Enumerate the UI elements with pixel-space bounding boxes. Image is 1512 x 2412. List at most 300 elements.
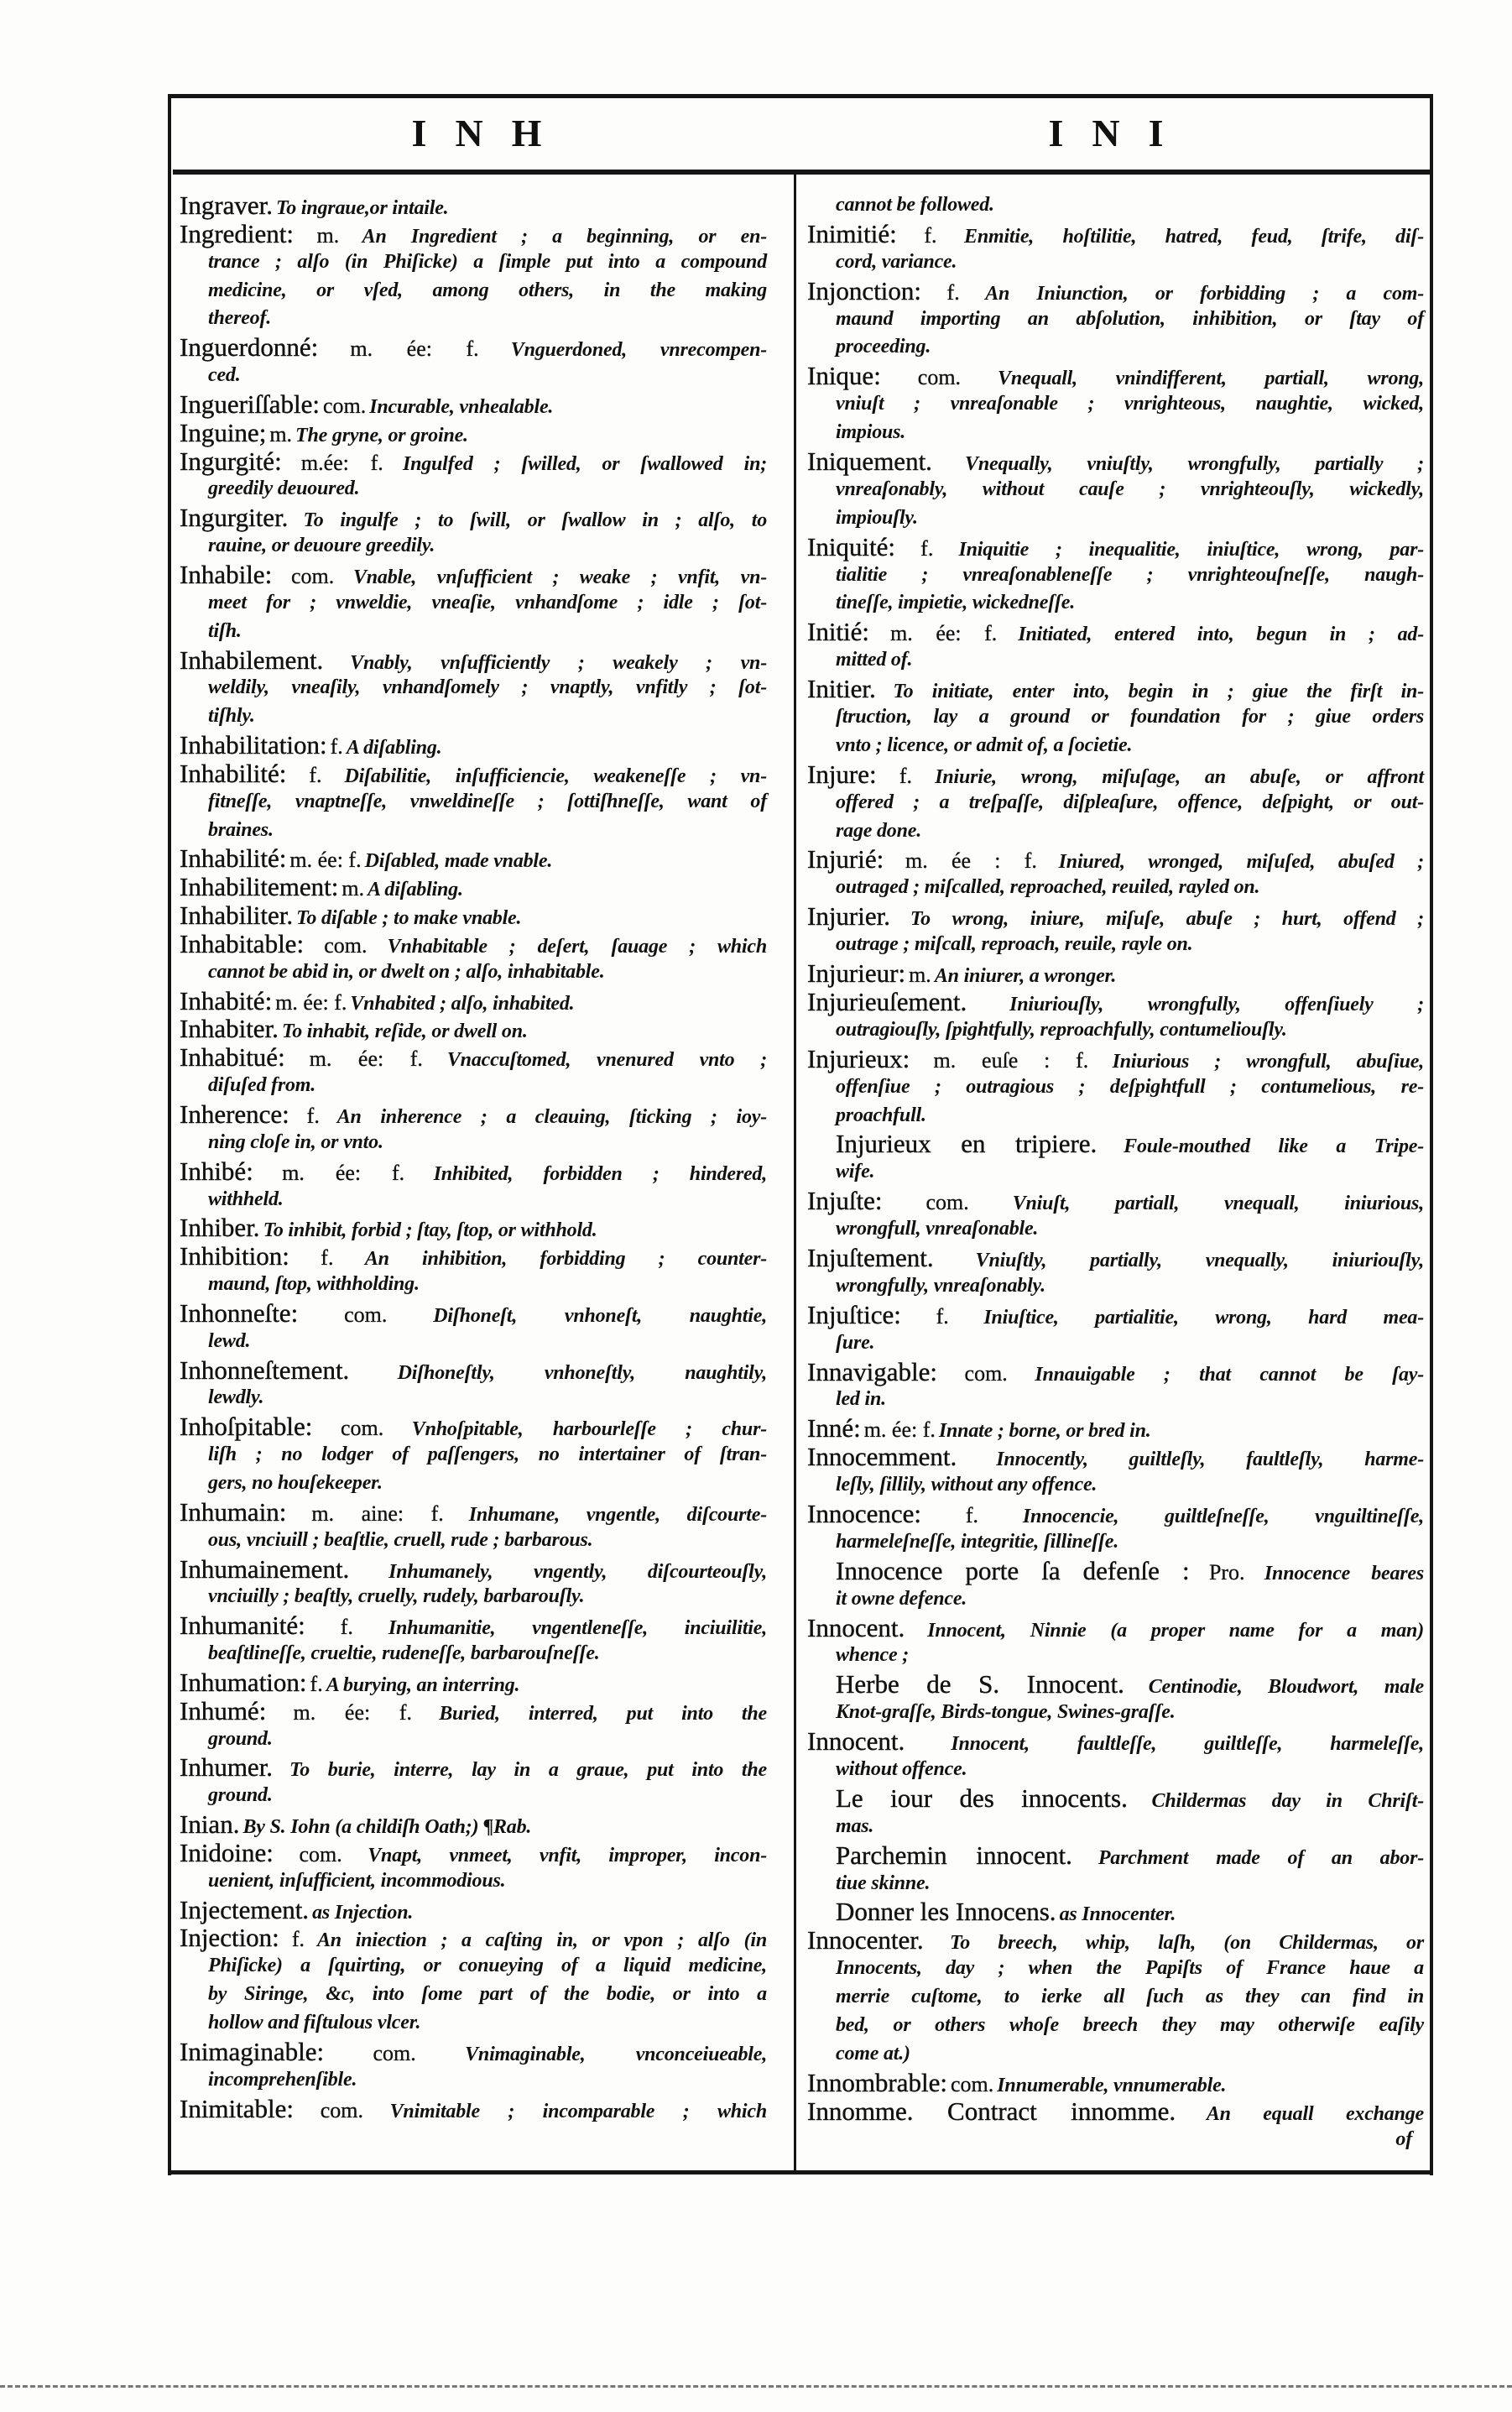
headword: Innocenter.: [807, 1925, 924, 1955]
definition-text: tineſſe, impietie, wickedneſſe.: [836, 592, 1076, 614]
dictionary-entry: [180, 1157, 767, 1214]
dictionary-entry: [180, 1214, 767, 1242]
headword: Inhibé:: [180, 1156, 253, 1186]
headword: Inhibition:: [180, 1241, 289, 1271]
dictionary-entry: [180, 1668, 767, 1697]
headword: Injurieux:: [807, 1043, 910, 1073]
definition-text: Vnable, vnſufficient ; weake ; vnfit, vn-: [352, 566, 768, 588]
entry-line: [807, 1870, 1424, 1898]
definition-text: An inherence ; a cleauing, ſticking ; ioy-: [336, 1106, 768, 1128]
definition-text: hollow and fiſtulous vlcer.: [208, 2012, 421, 2033]
entry-line: [180, 1129, 767, 1157]
entry-line: [807, 561, 1424, 590]
definition-text: Vnimaginable, vnconceiueable,: [465, 2043, 767, 2065]
definition-text: An Ingredient ; a beginning, or en-: [362, 225, 768, 248]
grammar-label: com.: [324, 932, 368, 958]
definition-text: Inhumane, vngentle, diſcourte-: [468, 1503, 767, 1526]
definition-text: Iniurious ; wrongfull, abuſiue,: [1112, 1050, 1424, 1073]
definition-text: Innocently, guiltleſly, faultleſly, harme-: [996, 1449, 1425, 1471]
definition-text: greedily deuoured.: [208, 478, 360, 500]
definition-text: outraged ; miſcalled, reproached, reuiled, rayled on.: [836, 876, 1260, 899]
entry-line: [180, 987, 767, 1015]
entry-line: [807, 1841, 1424, 1870]
definition-text: Vnably, vnſufficiently ; weakely ; vn-: [350, 651, 767, 674]
entry-line: [807, 305, 1424, 334]
dictionary-entry: [180, 1611, 767, 1668]
grammar-label: f.: [965, 1502, 979, 1527]
entry-line: [180, 731, 767, 760]
entry-line: [180, 1157, 767, 1186]
definition-text: without offence.: [836, 1757, 967, 1780]
dictionary-entry: [807, 1358, 1424, 1415]
entry-line: [807, 504, 1424, 533]
entry-line: [807, 447, 1424, 476]
dictionary-entry: [807, 2069, 1424, 2097]
definition-text: vniuſt ; vnreaſonable ; vnrighteous, naughtie, wicked,: [836, 393, 1424, 415]
entry-line: [807, 1158, 1424, 1187]
entry-line: [180, 191, 767, 220]
definition-text: An iniurer, a wronger.: [934, 965, 1117, 988]
grammar-label: m.: [909, 963, 931, 988]
dictionary-entry: [180, 1299, 767, 1356]
entry-line: [180, 2009, 767, 2038]
definition-text: To ingulfe ; to ſwill, or ſwallow in ; alſo, to: [303, 509, 767, 532]
definition-text: ced.: [208, 364, 241, 387]
entry-line: [180, 220, 767, 248]
entry-line: [807, 1585, 1424, 1614]
dictionary-entry: [180, 1753, 767, 1810]
definition-text: To wrong, iniure, miſuſe, abuſe ; hurt, offend ;: [910, 908, 1424, 931]
grammar-label: com.: [344, 1302, 388, 1327]
entry-line: [180, 1356, 767, 1385]
dictionary-entry: [180, 844, 767, 873]
headword: Injurier.: [807, 901, 890, 932]
dictionary-entry: [180, 419, 767, 447]
grammar-label: m.: [316, 222, 340, 248]
entry-line: [807, 2040, 1424, 2069]
dictionary-entry: [180, 1896, 767, 1924]
grammar-label: com.: [925, 1190, 969, 1215]
headword: Injurieuſement.: [807, 986, 967, 1016]
entry-line: [807, 248, 1424, 277]
headword: Innombrable:: [807, 2067, 948, 2097]
headword: Innomme. Contract innomme.: [807, 2096, 1176, 2126]
headword: Iniquement.: [807, 446, 932, 477]
definition-text: vnreaſonably, without cauſe ; vnrighteouſly, wickedly,: [836, 478, 1424, 500]
headword: Inhonneſtement.: [180, 1355, 350, 1385]
headword: Injuſte:: [807, 1186, 883, 1216]
definition-text: fitneſſe, vnaptneſſe, vnweldineſſe ; ſottiſhneſſe, want of: [208, 790, 767, 812]
entry-line: [180, 504, 767, 532]
grammar-label: f.: [936, 1303, 949, 1329]
definition-text: outrage ; miſcall, reproach, reuile, rayle on.: [836, 933, 1193, 956]
definition-text: Iniuriouſly, wrongfully, offenſiuely ;: [1009, 993, 1425, 1015]
dictionary-entry: [807, 959, 1424, 988]
definition-text: Diſabilitie, inſufficiencie, weakeneſſe ; vn-: [344, 765, 767, 787]
definition-text: Diſhoneſt, vnhoneſt, naughtie,: [433, 1304, 767, 1327]
definition-text: mas.: [836, 1814, 874, 1837]
entry-line: [807, 817, 1424, 846]
definition-text: Enmitie, hoſtilitie, hatred, feud, ſtrife, diſ-: [964, 225, 1424, 248]
definition-text: Innocents, day ; when the Papiſts of France haue a: [836, 1957, 1424, 1980]
definition-text: Vnhabited ; alſo, inhabited.: [350, 992, 575, 1015]
dictionary-entry: [807, 1301, 1424, 1358]
running-head-left: INH: [411, 112, 571, 154]
dictionary-entry: [807, 362, 1424, 447]
dictionary-entry: [180, 1555, 767, 1612]
definition-text: To inhabit, reſide, or dwell on.: [281, 1021, 528, 1043]
headword: Innocence:: [807, 1498, 921, 1528]
dictionary-entry: [807, 1443, 1424, 1500]
headword: Inhumer.: [180, 1752, 274, 1783]
headword: Inimitié:: [807, 218, 897, 248]
headword: Initier.: [807, 674, 876, 704]
dictionary-entry: [180, 220, 767, 333]
right-column: [807, 191, 1424, 2154]
definition-text: Vniuſtly, partially, vnequally, iniuriouſly,: [975, 1249, 1424, 1271]
entry-line: [180, 1271, 767, 1299]
entry-line: [807, 533, 1424, 561]
definition-text: An iniection ; a caſting in, or vpon ; alſo (in: [317, 1929, 768, 1952]
entry-line: [180, 419, 767, 447]
definition-text: Vnapt, vnmeet, vnfit, improper, incon-: [368, 1844, 768, 1866]
entry-line: [180, 1470, 767, 1498]
grammar-label: m. ée: f.: [863, 1417, 936, 1443]
headword: Ingurgiter.: [180, 503, 289, 533]
grammar-label: com.: [964, 1360, 1008, 1386]
headword: Inhabile:: [180, 559, 273, 589]
grammar-label: f.: [310, 1671, 323, 1696]
entry-line: [807, 1670, 1424, 1699]
entry-line: [180, 873, 767, 901]
definition-text: Diſabled, made vnable.: [364, 850, 553, 873]
entry-line: [180, 844, 767, 873]
definition-text: Innumerable, vnnumerable.: [997, 2074, 1227, 2096]
entry-line: [180, 1583, 767, 1611]
dictionary-entry: [180, 390, 767, 419]
dictionary-entry: [180, 2095, 767, 2123]
entry-line: [807, 1926, 1424, 1955]
definition-text: withheld.: [208, 1188, 284, 1210]
definition-text: wrongfull, vnreaſonable.: [836, 1218, 1039, 1240]
entry-line: [807, 1215, 1424, 1244]
dictionary-entry: [807, 1727, 1424, 1784]
entry-line: [180, 305, 767, 333]
headword: Initié:: [807, 617, 870, 647]
definition-text: merrie cuſtome, to ierke all ſuch as they can find in: [836, 1986, 1424, 2008]
definition-text: weldily, vneaſily, vnhandſomely ; vnaptly, vnfitly ; ſot-: [208, 676, 767, 699]
entry-line: [807, 1130, 1424, 1158]
definition-text: offenſiue ; outragious ; deſpightfull ; contumelious, re-: [836, 1075, 1424, 1098]
dictionary-entry: [807, 2097, 1424, 2154]
definition-text: of: [1395, 2127, 1412, 2150]
entry-line: [180, 1725, 767, 1754]
headword: Innocemment.: [807, 1442, 957, 1472]
definition-text: tialitie ; vnreaſonableneſſe ; vnrighteouſneſſe, naugh-: [836, 563, 1424, 586]
entry-line: [180, 1640, 767, 1668]
grammar-label: m. ée: f.: [289, 848, 362, 873]
definition-text: Inhibited, forbidden ; hindered,: [433, 1162, 768, 1185]
grammar-label: f.: [340, 1615, 353, 1640]
grammar-label: m.: [342, 876, 365, 901]
definition-text: By S. Iohn (a childiſh Oath;) ¶Rab.: [242, 1816, 532, 1839]
entry-line: [807, 589, 1424, 618]
dictionary-entry: [807, 845, 1424, 902]
headword: Inhabilement.: [180, 645, 324, 675]
dictionary-entry: [807, 1557, 1424, 1614]
dictionary-entry: [180, 1242, 767, 1299]
entry-line: [180, 1753, 767, 1782]
entry-line: [807, 1329, 1424, 1358]
dictionary-entry: [180, 191, 767, 220]
headword: Injurié:: [807, 844, 884, 874]
dictionary-entry: [807, 760, 1424, 846]
headword: Injection:: [180, 1923, 279, 1953]
dictionary-entry: [807, 618, 1424, 675]
entry-line: [807, 618, 1424, 646]
grammar-label: f.: [309, 762, 322, 787]
definition-text: To breech, whip, laſh, (on Childermas, or: [950, 1932, 1425, 1955]
headword: Inhoſpitable:: [180, 1412, 313, 1442]
entry-line: [807, 362, 1424, 390]
definition-text: bed, or others whoſe breech they may otherwiſe eaſily: [836, 2014, 1424, 2036]
column-divider: [794, 175, 796, 2174]
entry-line: [807, 1244, 1424, 1272]
dictionary-entry: [807, 988, 1424, 1045]
headword: Donner les Innocens.: [836, 1897, 1056, 1927]
entry-line: [807, 1813, 1424, 1841]
headword: Injure:: [807, 759, 877, 789]
definition-text: Innauigable ; that cannot be ſay-: [1035, 1363, 1424, 1386]
dictionary-entry: [807, 1244, 1424, 1301]
dictionary-entry: [180, 561, 767, 646]
entry-line: [807, 2012, 1424, 2040]
entry-line: [807, 1614, 1424, 1642]
headword: Ingueriſſable:: [180, 389, 320, 419]
grammar-label: f.: [321, 1245, 334, 1271]
definition-text: cannot be abid in, or dwelt on ; alſo, inhabitable.: [208, 960, 605, 983]
headword: Inhabitué:: [180, 1042, 285, 1073]
entry-line: [807, 1557, 1424, 1585]
entry-line: [180, 1527, 767, 1555]
definition-text: Iniuſtice, partialitie, wrong, hard mea-: [983, 1306, 1425, 1329]
entry-line: [807, 1443, 1424, 1471]
entry-line: [807, 333, 1424, 362]
definition-text: Inhumanitie, vngentleneſſe, inciuilitie,: [388, 1617, 768, 1640]
definition-text: ning cloſe in, or vnto.: [208, 1130, 383, 1153]
definition-text: impious.: [836, 421, 906, 444]
dictionary-entry: [180, 1015, 767, 1043]
entry-line: [807, 390, 1424, 419]
entry-line: [807, 1756, 1424, 1784]
grammar-label: m.ée: f.: [300, 450, 383, 475]
definition-text: Centinodie, Bloudwort, male: [1148, 1676, 1425, 1699]
definition-text: proachfull.: [836, 1104, 926, 1126]
dictionary-entry: [180, 760, 767, 845]
definition-text: liſh ; no lodger of paſſengers, no intertainer of ſtran-: [208, 1444, 767, 1466]
definition-text: Initiated, entered into, begun in ; ad-: [1018, 624, 1425, 646]
entry-line: [180, 1867, 767, 1896]
grammar-label: f.: [306, 1104, 320, 1128]
dictionary-entry: [807, 1045, 1424, 1130]
headword: Inhumanité:: [180, 1611, 305, 1641]
entry-line: [180, 2066, 767, 2095]
dictionary-entry: [807, 675, 1424, 760]
dictionary-entry: [807, 1187, 1424, 1244]
dictionary-entry: [180, 1043, 767, 1100]
entry-line: [180, 1214, 767, 1242]
definition-text: braines.: [208, 818, 274, 841]
definition-text: Childermas day in Chriſt-: [1151, 1789, 1424, 1812]
headword: Herbe de S. Innocent.: [836, 1669, 1124, 1699]
dictionary-entry: [807, 1130, 1424, 1187]
definition-text: meet for ; vnweldie, vneaſie, vnhandſome ; idle ; ſot-: [208, 591, 767, 613]
dictionary-entry: [807, 1670, 1424, 1727]
definition-text: tiſhly.: [208, 705, 255, 728]
entry-line: [180, 589, 767, 618]
entry-line: [180, 1981, 767, 2009]
grammar-label: m. ée: f.: [275, 989, 347, 1015]
dictionary-entry: [180, 2038, 767, 2095]
definition-text: Knot-graſſe, Birds-tongue, Swines-graſſe.: [836, 1701, 1176, 1724]
top-border: [168, 94, 1433, 98]
dictionary-entry: [807, 533, 1424, 619]
dictionary-entry: [807, 1614, 1424, 1671]
headword: Injonction:: [807, 275, 922, 305]
entry-line: [807, 277, 1424, 305]
dictionary-entry: [180, 1412, 767, 1498]
definition-text: lewdly.: [208, 1386, 264, 1409]
headword: Parchemin innocent.: [836, 1840, 1072, 1870]
definition-text: harmeleſneſſe, integritie, ſillineſſe.: [836, 1530, 1118, 1553]
entry-line: [807, 1727, 1424, 1756]
grammar-label: m. ée: f.: [282, 1160, 405, 1185]
grammar-label: com.: [320, 2097, 363, 2122]
entry-line: [807, 1500, 1424, 1528]
dictionary-entry: [180, 646, 767, 732]
entry-line: [180, 817, 767, 845]
headword: Inhiber.: [180, 1213, 260, 1243]
grammar-label: com.: [299, 1841, 342, 1866]
definition-text: lewd.: [208, 1329, 251, 1352]
entry-line: [807, 1471, 1424, 1500]
definition-text: Vnhoſpitable, harbourleſſe ; chur-: [411, 1418, 768, 1441]
entry-line: [180, 1384, 767, 1412]
definition-text: ſure.: [836, 1331, 875, 1354]
definition-text: uenient, inſufficient, incommodious.: [208, 1869, 506, 1892]
headword: Innocent.: [807, 1612, 905, 1642]
entry-line: [807, 789, 1424, 817]
header-rule: [173, 170, 1431, 175]
grammar-label: f.: [924, 222, 937, 248]
entry-line: [180, 1555, 767, 1584]
definition-text: ſtruction, lay a ground or foundation for ; giue orders: [836, 706, 1424, 728]
dictionary-entry: [807, 1926, 1424, 2068]
entry-line: [807, 1045, 1424, 1073]
definition-text: Diſhoneſtly, vnhoneſtly, naughtily,: [397, 1361, 767, 1384]
definition-text: Innate ; borne, or bred in.: [938, 1420, 1151, 1443]
dictionary-entry: [807, 1841, 1424, 1898]
entry-line: [807, 2069, 1424, 2097]
headword: Inhumainement.: [180, 1553, 350, 1584]
definition-text: An equall exchange: [1206, 2102, 1424, 2125]
entry-line: [807, 1073, 1424, 1102]
dictionary-entry: [180, 447, 767, 504]
definition-text: Vnhabitable ; deſert, ſauage ; which: [387, 935, 767, 958]
definition-text: come at.): [836, 2042, 910, 2065]
entry-line: [180, 1328, 767, 1356]
entry-line: [180, 1896, 767, 1924]
entry-line: [180, 1697, 767, 1725]
entry-line: [807, 988, 1424, 1016]
entry-line: [807, 1528, 1424, 1557]
entry-line: [807, 760, 1424, 789]
entry-line: [180, 1072, 767, 1100]
definition-text: To diſable ; to make vnable.: [296, 907, 522, 930]
entry-line: [807, 1102, 1424, 1130]
entry-line: [807, 1699, 1424, 1727]
dictionary-entry: [807, 902, 1424, 959]
headword: Le iour des innocents.: [836, 1783, 1128, 1813]
definition-text: as Injection.: [312, 1901, 414, 1924]
entry-line: [807, 1414, 1424, 1443]
grammar-label: com.: [323, 393, 367, 418]
entry-line: [180, 2095, 767, 2123]
dictionary-entry: [180, 1924, 767, 2037]
entry-line: [807, 646, 1424, 675]
definition-text: tiue skinne.: [836, 1872, 931, 1894]
entry-line: [180, 390, 767, 419]
grammar-label: m.: [269, 421, 293, 446]
entry-line: [180, 618, 767, 646]
grammar-label: f.: [330, 734, 343, 760]
grammar-label: com.: [290, 563, 335, 588]
definition-text: cannot be followed.: [836, 194, 994, 216]
entry-line: [807, 931, 1424, 959]
headword: Inhonneſte:: [180, 1297, 299, 1328]
definition-text: Vnequall, vnindifferent, partiall, wrong,: [998, 368, 1425, 390]
headword: Inhabilité:: [180, 843, 287, 874]
entry-line: [180, 702, 767, 731]
headword: Innavigable:: [807, 1356, 937, 1386]
grammar-label: f.: [291, 1927, 305, 1952]
entry-line: [180, 1043, 767, 1072]
definition-text: maund, ſtop, withholding.: [208, 1273, 420, 1296]
entry-line: [180, 475, 767, 504]
headword: Innocent.: [807, 1726, 905, 1757]
entry-line: [180, 362, 767, 390]
headword: Ingurgité:: [180, 446, 282, 476]
grammar-label: com.: [917, 365, 962, 390]
definition-text: Parchment made of an abor-: [1098, 1846, 1425, 1869]
entry-line: [807, 675, 1424, 703]
definition-text: ground.: [208, 1727, 273, 1750]
entry-line: [180, 277, 767, 305]
definition-text: ous, vnciuill ; beaſtlie, cruell, rude ; barbarous.: [208, 1528, 593, 1551]
grammar-label: com.: [373, 2040, 416, 2065]
grammar-label: f.: [899, 763, 912, 788]
definition-text: To ingraue,or intaile.: [276, 197, 449, 219]
headword: Inhabitable:: [180, 928, 305, 958]
entry-line: [807, 1784, 1424, 1813]
entry-line: [807, 1187, 1424, 1215]
entry-line: [807, 1272, 1424, 1301]
grammar-label: Pro.: [1208, 1559, 1245, 1585]
definition-text: trance ; alſo (in Phiſicke) a ſimple put into a compound: [208, 250, 767, 273]
entry-line: [807, 419, 1424, 447]
headword: Ingraver.: [180, 191, 274, 220]
running-head-right: INI: [1048, 112, 1192, 154]
